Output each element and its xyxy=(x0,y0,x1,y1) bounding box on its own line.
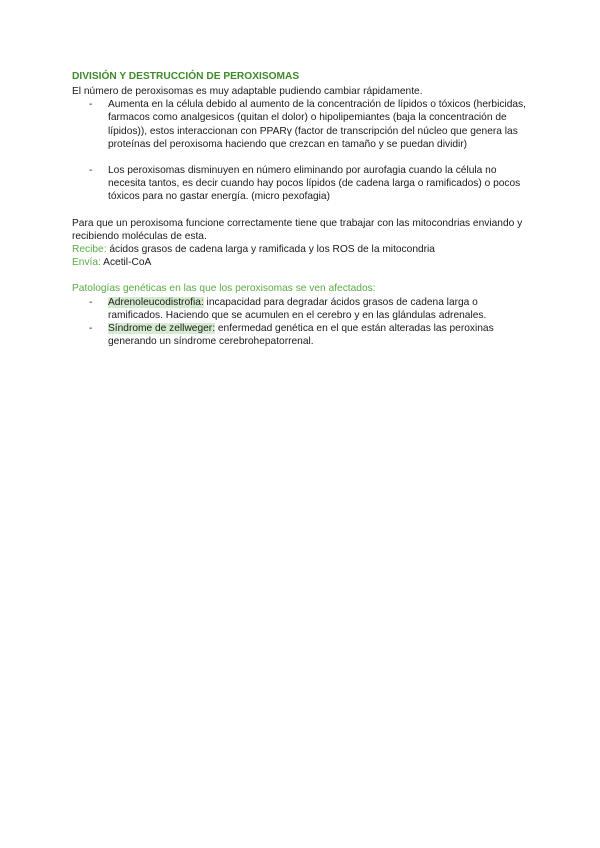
pathology-term: Adrenoleucodistrofia: xyxy=(108,296,204,308)
list-item-text: Aumenta en la célula debido al aumento de la concentración de lípidos o tóxicos (herbicidas, farmacos como analgesicos (quitan el dolor) o hipolipemiantes (baja la concentración de lípidos)), estos interaccionan con PPARγ (factor de transcripción del núcleo que genera las proteínas del peroxisoma haciendo que crezcan en tamaño y se puedan dividir) xyxy=(108,99,526,150)
dash-bullet: - xyxy=(89,99,93,111)
envia-line xyxy=(72,256,534,269)
recibe-label: Recibe: xyxy=(72,244,107,256)
pathology-text: enfermedad genética en el que están alteradas las peroxinas generando un síndrome cerebrohepatorrenal. xyxy=(108,323,494,348)
dash-bullet: - xyxy=(89,296,93,308)
recibe-text: ácidos grasos de cadena larga y ramificada y los ROS de la mitocondria xyxy=(106,244,435,256)
list-item xyxy=(72,164,534,204)
section-title: DIVISIÓN Y DESTRUCCIÓN DE PEROXISOMAS xyxy=(72,71,300,82)
list-item xyxy=(72,296,534,322)
pathology-text: incapacidad para degradar ácidos grasos de cadena larga o ramificados. Haciendo que se acumulen en el cerebro y en las glándulas adrenales. xyxy=(108,296,487,321)
pathologies-list xyxy=(72,296,534,349)
envia-text: Acetil-CoA xyxy=(100,257,152,269)
intro-paragraph: El número de peroxisomas es muy adaptable pudiendo cambiar rápidamente. xyxy=(72,86,423,97)
dash-bullet: - xyxy=(89,323,93,335)
causes-list xyxy=(72,98,534,151)
recibe-line xyxy=(72,243,534,256)
pathology-term: Síndrome de zellweger: xyxy=(108,323,216,335)
envia-label: Envía: xyxy=(72,257,101,269)
list-item xyxy=(72,98,534,151)
causes-list-2 xyxy=(72,164,534,204)
mitochondria-paragraph: Para que un peroxisoma funcione correctamente tiene que trabajar con las mitocondrias enviando y recibiendo moléculas de esta. xyxy=(72,217,523,242)
list-item-text: Los peroxisomas disminuyen en número eliminando por aurofagia cuando la célula no necesita tantos, es decir cuando hay pocos lípidos (de cadena larga o ramificados) o pocos tóxicos para no gastar energía. (micro pexofagia) xyxy=(108,165,521,203)
dash-bullet: - xyxy=(89,165,93,177)
document-page xyxy=(72,70,534,348)
list-item xyxy=(72,322,534,348)
pathologies-heading: Patologías genéticas en las que los peroxisomas se ven afectados: xyxy=(72,283,376,295)
